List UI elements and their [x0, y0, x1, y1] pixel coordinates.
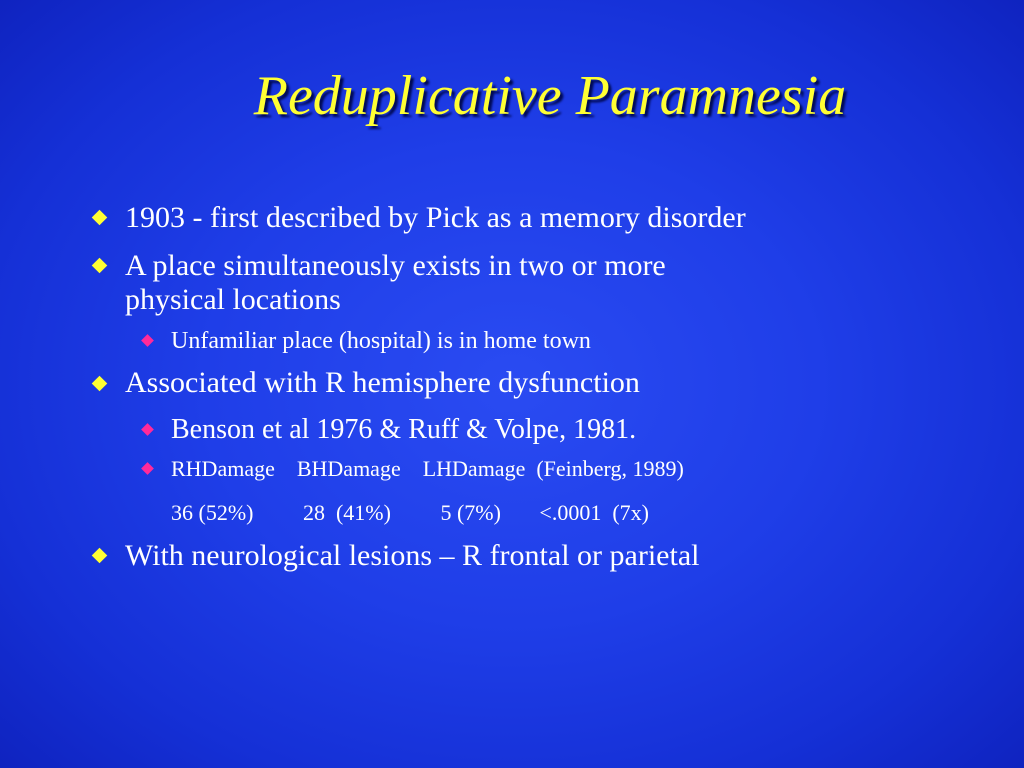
bullet-text: With neurological lesions – R frontal or parietal — [125, 539, 700, 572]
slide-title: Reduplicative Paramnesia — [253, 65, 847, 127]
diamond-bullet-icon — [92, 258, 108, 274]
bullet-text-continuation: physical locations — [125, 283, 341, 316]
bullet-text: Associated with R hemisphere dysfunction — [125, 366, 640, 399]
bullet-text: A place simultaneously exists in two or more — [125, 249, 666, 282]
diamond-subbullet-icon — [141, 334, 154, 347]
diamond-bullet-icon — [92, 376, 108, 392]
diamond-bullet-icon — [92, 548, 108, 564]
data-row-text: 36 (52%) 28 (41%) 5 (7%) <.0001 (7x) — [171, 500, 649, 525]
subbullet-text: Benson et al 1976 & Ruff & Volpe, 1981. — [171, 414, 637, 445]
diamond-bullet-icon — [92, 210, 108, 226]
diamond-subbullet-icon — [141, 462, 154, 475]
bullet-text: 1903 - first described by Pick as a memory disorder — [125, 201, 746, 234]
diamond-subbullet-icon — [141, 423, 154, 436]
subbullet-text: Unfamiliar place (hospital) is in home town — [171, 328, 591, 354]
subbullet-text: RHDamage BHDamage LHDamage (Feinberg, 1989) — [171, 456, 684, 481]
